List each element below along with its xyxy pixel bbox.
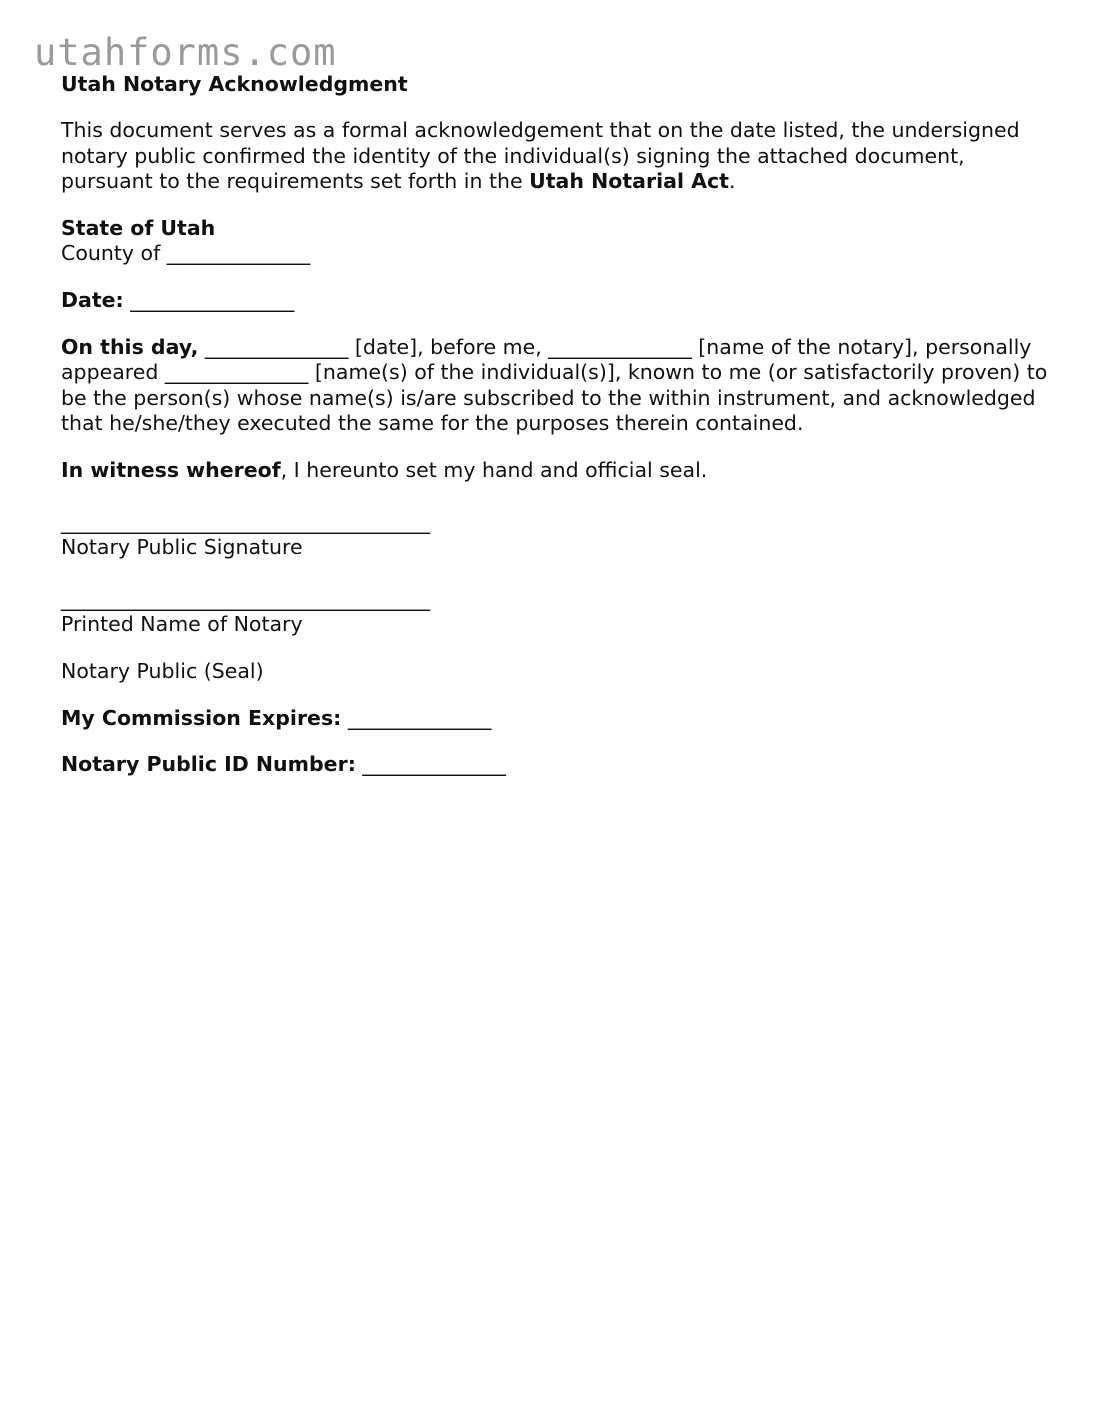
seal-label: Notary Public (Seal) [61, 658, 264, 683]
commission-line [61, 706, 1061, 732]
witness-line [61, 458, 1061, 484]
date-blank: ________________ [123, 287, 295, 312]
commission-label: My Commission Expires: [61, 705, 342, 730]
county-line: County of ______________ [61, 241, 311, 266]
witness-text: , I hereunto set my hand and official seal. [280, 457, 708, 482]
notary-id-line [61, 752, 1061, 778]
intro-text: This document serves as a formal acknowledgement that on the date listed, the undersigned notary public confirmed the identity of the individual(s) signing the attached document, pursuant to the requirements set forth in the [61, 118, 1020, 194]
acknowledgment-paragraph [61, 335, 1061, 437]
date-line [61, 288, 1061, 314]
commission-blank: ______________ [341, 705, 492, 730]
notary-id-label: Notary Public ID Number: [61, 752, 356, 777]
notary-id-blank: ______________ [355, 752, 506, 777]
notarial-act-name: Utah Notarial Act [529, 169, 729, 194]
signature-label: Notary Public Signature [61, 535, 303, 560]
printed-name-label: Printed Name of Notary [61, 612, 303, 637]
watermark: utahforms.com [34, 31, 337, 74]
intro-end: . [728, 169, 736, 194]
intro-paragraph [61, 118, 1061, 195]
signature-line: ____________________________________ [61, 509, 430, 534]
acknowledgment-text: ______________ [date], before me, ______________ [name of the notary], personally appeared ______________ [name(s) of the individual(s)], known to me (or satisfactorily proven) to be the person(s) whose name(s) is/are subscribed to the within instrument, and acknowledged that he/she/they executed the same for the purposes therein contained. [61, 334, 1048, 436]
document-body [61, 71, 1061, 778]
acknowledgment-lead: On this day, [61, 334, 199, 359]
document-title: Utah Notary Acknowledgment [61, 72, 408, 96]
witness-lead: In witness whereof [61, 457, 281, 482]
state-heading: State of Utah [61, 215, 216, 240]
date-label: Date: [61, 287, 124, 312]
printed-name-line: ____________________________________ [61, 586, 430, 611]
